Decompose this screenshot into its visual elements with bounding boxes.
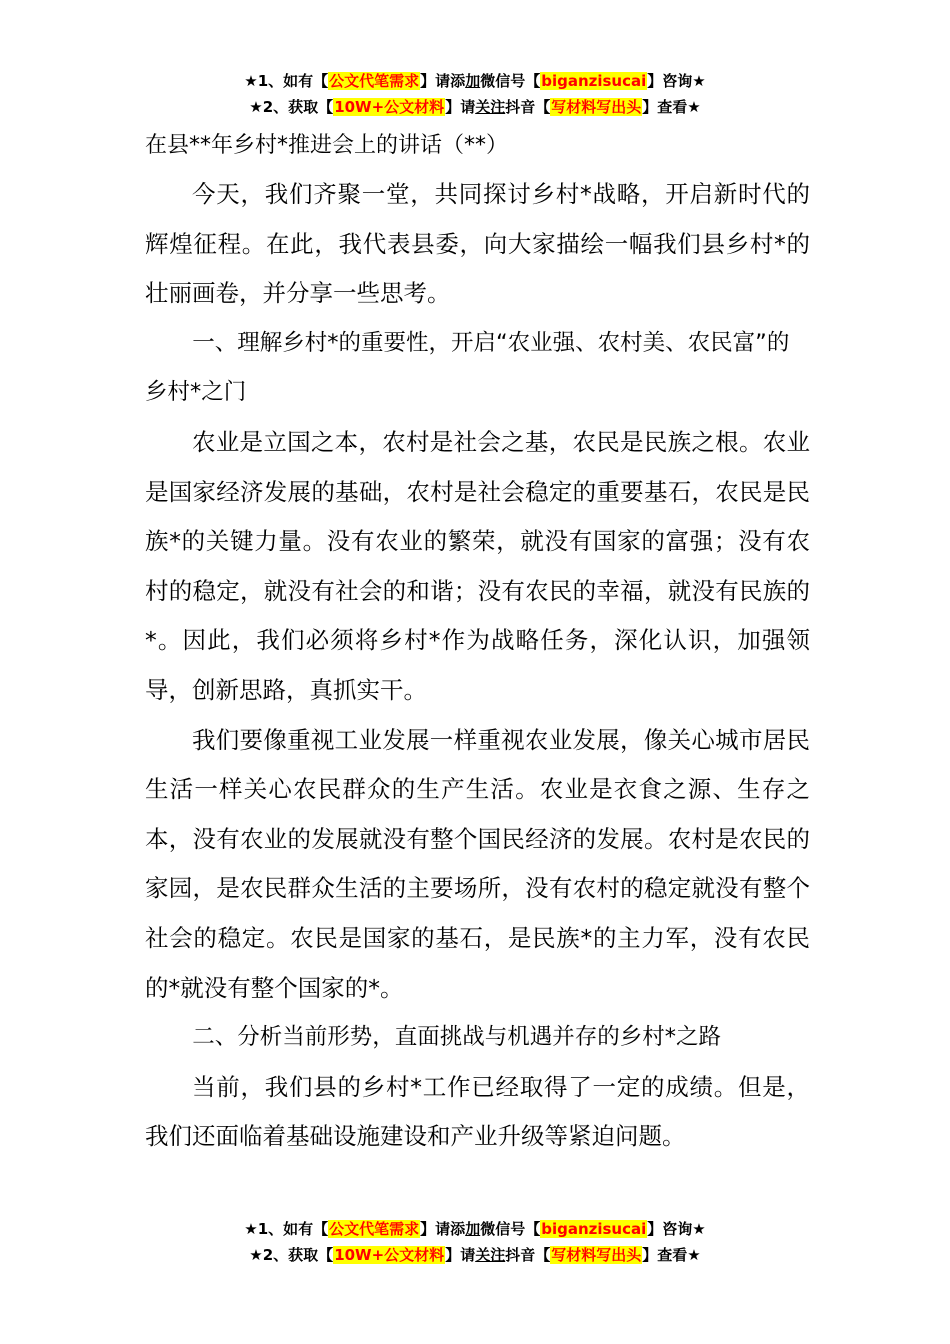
banner-line-2: ★2、获取【10W+公文材料】请关注抖音【写材料写出头】查看★ (249, 1246, 701, 1264)
highlight-douyin: 写材料写出头 (551, 1246, 642, 1264)
section-heading-2: 二、分析当前形势，直面挑战与机遇并存的乡村*之路 (192, 1024, 722, 1051)
highlight-douyin: 写材料写出头 (551, 98, 642, 116)
highlight-materials: 10W+公文材料 (334, 98, 445, 116)
document-title: 在县**年乡村*推进会上的讲话（**） (145, 133, 509, 158)
paragraph-intro: 今天，我们齐聚一堂，共同探讨乡村*战略，开启新时代的辉煌征程。在此，我代表县委，向大家描绘一幅我们县乡村*的壮丽画卷，并分享一些思考。 (145, 180, 810, 308)
highlight-service: 公文代笔需求 (329, 1220, 420, 1238)
banner-line-1: ★1、如有【公文代笔需求】请添加微信号【biganzisucai】咨询★ (244, 1220, 706, 1238)
banner-line-1: ★1、如有【公文代笔需求】请添加微信号【biganzisucai】咨询★ (244, 72, 706, 90)
section-heading-1: 一、理解乡村*的重要性，开启“农业强、农村美、农民富”的乡村*之门 (145, 329, 790, 406)
highlight-service: 公文代笔需求 (329, 72, 420, 90)
document-body (145, 122, 810, 1162)
highlight-materials: 10W+公文材料 (334, 1246, 445, 1264)
paragraph: 当前，我们县的乡村*工作已经取得了一定的成绩。但是，我们还面临着基础设施建设和产业升级等紧迫问题。 (145, 1072, 810, 1151)
paragraph: 农业是立国之本，农村是社会之基，农民是民族之根。农业是国家经济发展的基础，农村是社会稳定的重要基石，农民是民族*的关键力量。没有农业的繁荣，就没有国家的富强；没有农村的稳定，就没有社会的和谐；没有农民的幸福，就没有民族的*。因此，我们必须将乡村*作为战略任务，深化认识，加强领导，创新思路，真抓实干。 (145, 427, 810, 704)
footer-banner (0, 1216, 950, 1268)
header-banner (0, 68, 950, 120)
highlight-wechat-id: biganzisucai (541, 1220, 647, 1238)
highlight-wechat-id: biganzisucai (541, 72, 647, 90)
paragraph: 我们要像重视工业发展一样重视农业发展，像关心城市居民生活一样关心农民群众的生产生活。农业是衣食之源、生存之本，没有农业的发展就没有整个国民经济的发展。农村是农民的家园，是农民群众生活的主要场所，没有农村的稳定就没有整个社会的稳定。农民是国家的基石，是民族*的主力军，没有农民的*就没有整个国家的*。 (145, 725, 810, 1002)
banner-line-2: ★2、获取【10W+公文材料】请关注抖音【写材料写出头】查看★ (249, 98, 701, 116)
